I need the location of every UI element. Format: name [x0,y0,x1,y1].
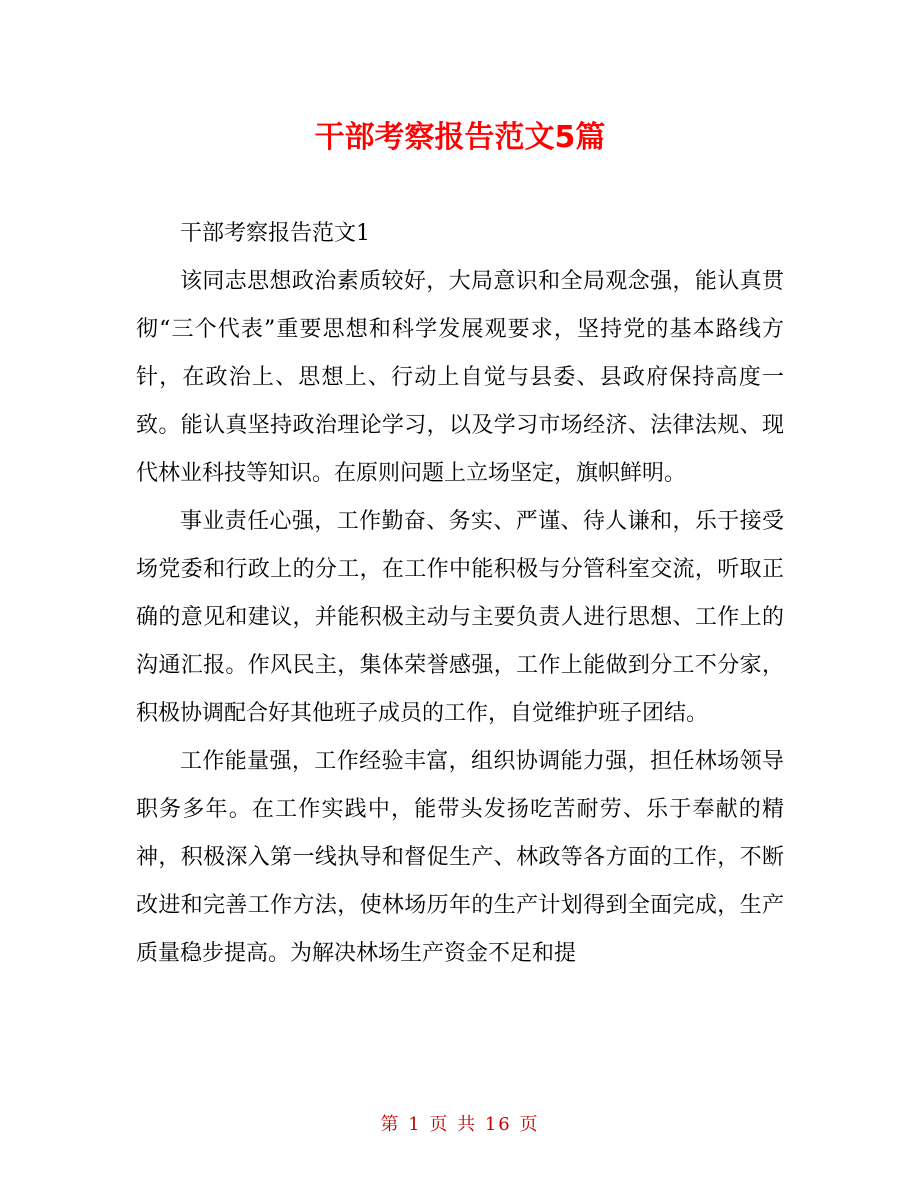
body-paragraph: 该同志思想政治素质较好，大局意识和全局观念强，能认真贯彻“三个代表”重要思想和科学发展观要求，坚持党的基本路线方针，在政治上、思想上、行动上自觉与县委、县政府保持高度一致。能认真坚持政治理论学习，以及学习市场经济、法律法规、现代林业科技等知识。在原则问题上立场坚定，旗帜鲜明。 [136,269,784,486]
body-paragraph: 工作能量强，工作经验丰富，组织协调能力强，担任林场领导职务多年。在工作实践中，能带头发扬吃苦耐劳、乐于奉献的精神，积极深入第一线执导和督促生产、林政等各方面的工作，不断改进和完善工作方法，使林场历年的生产计划得到全面完成，生产质量稳步提高。为解决林场生产资金不足和提 [136,749,784,966]
document-body [136,210,784,978]
page-number-footer: 第 1 页 共 16 页 [380,1114,540,1135]
section-heading: 干部考察报告范文1 [180,221,370,246]
body-paragraph: 事业责任心强，工作勤奋、务实、严谨、待人谦和，乐于接受场党委和行政上的分工，在工作中能积极与分管科室交流，听取正确的意见和建议，并能积极主动与主要负责人进行思想、工作上的沟通汇报。作风民主，集体荣誉感强，工作上能做到分工不分家，积极协调配合好其他班子成员的工作，自觉维护班子团结。 [136,509,784,726]
document-title: 干部考察报告范文5篇 [314,120,606,155]
